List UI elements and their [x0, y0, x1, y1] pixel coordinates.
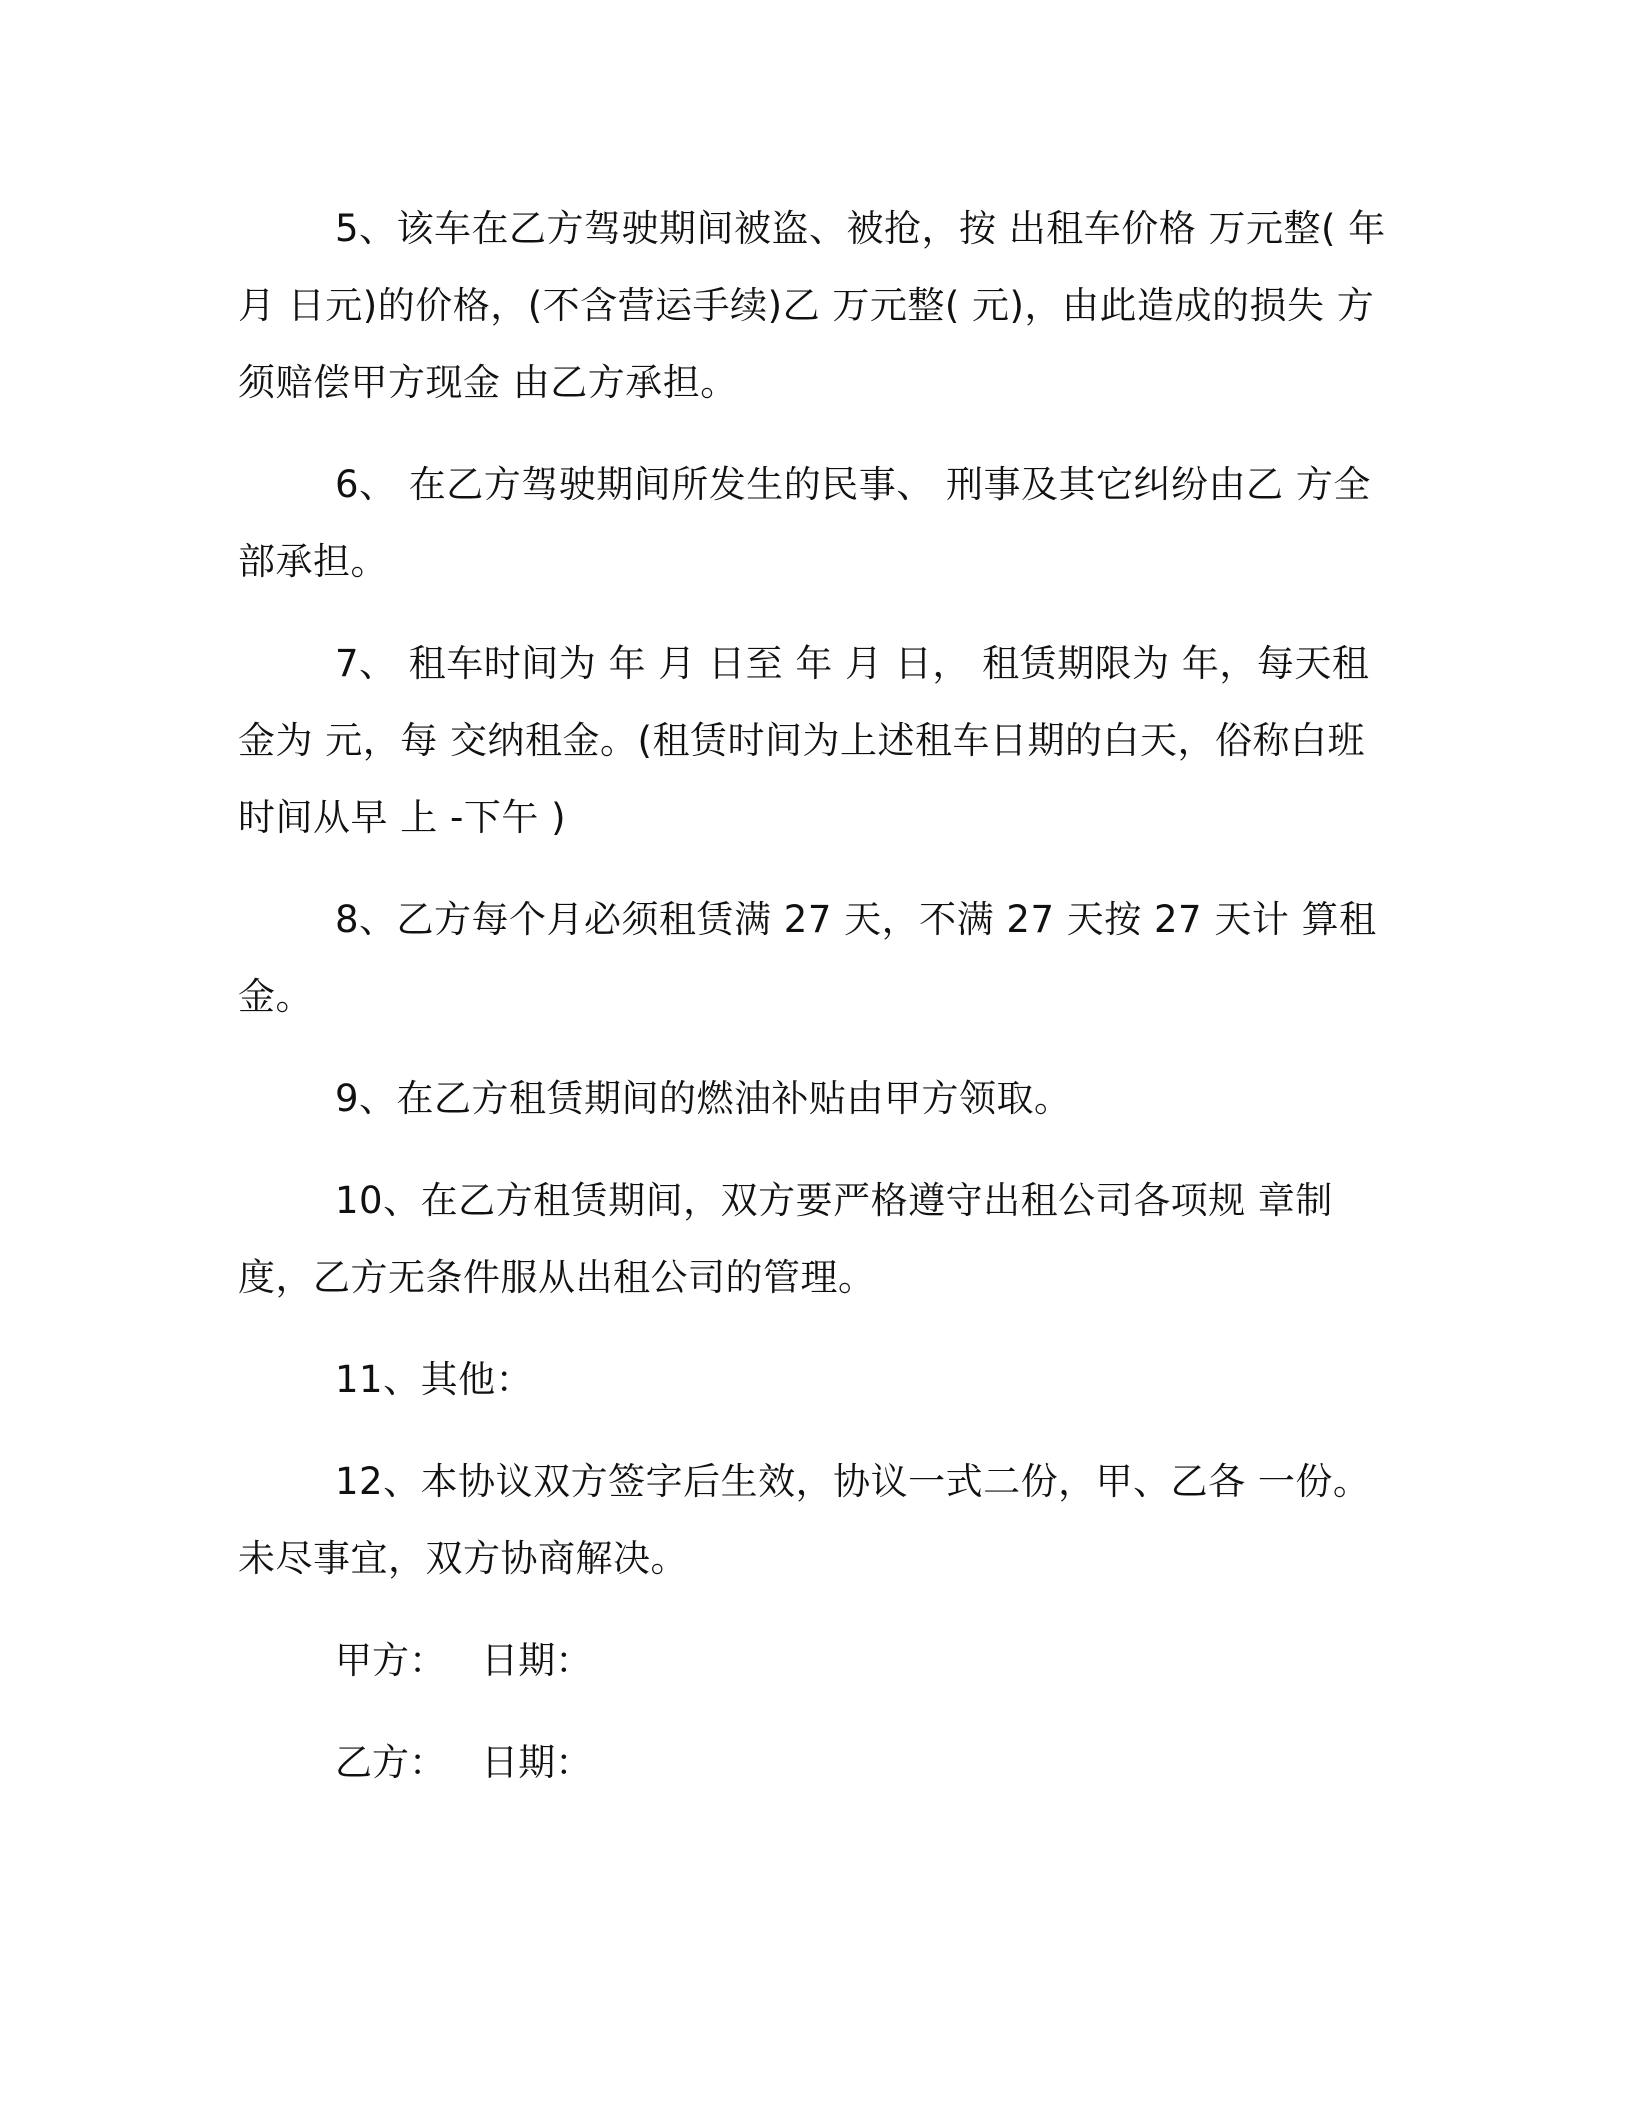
clause-5: 5、该车在乙方驾驶期间被盗、被抢，按 出租车价格 万元整( 年 月 日元)的价格，(不含营运手续)乙 万元整( 元)，由此造成的损失 方须赔偿甲方现金 由乙方承担。	[238, 207, 1399, 404]
document-body	[238, 190, 1398, 1826]
clause-10: 10、在乙方租赁期间，双方要严格遵守出租公司各项规 章制度，乙方无条件服从出租公司的管理。	[238, 1179, 1333, 1299]
clause-9: 9、在乙方租赁期间的燃油补贴由甲方领取。	[335, 1077, 1072, 1120]
signature-party-a: 甲方： 日期：	[335, 1639, 593, 1682]
signature-party-b: 乙方： 日期：	[335, 1741, 593, 1784]
clause-6: 6、 在乙方驾驶期间所发生的民事、 刑事及其它纠纷由乙 方全部承担。	[238, 463, 1371, 583]
clause-8: 8、乙方每个月必须租赁满 27 天，不满 27 天按 27 天计 算租金。	[238, 898, 1377, 1018]
clause-11: 11、其他：	[335, 1358, 534, 1401]
clause-7: 7、 租车时间为 年 月 日至 年 月 日， 租赁期限为 年，每天租金为 元，每 交纳租金。(租赁时间为上述租车日期的白天，俗称白班时间从早 上 -下午 )	[238, 642, 1370, 839]
clause-12: 12、本协议双方签字后生效，协议一式二份，甲、乙各 一份。未尽事宜，双方协商解决。	[238, 1460, 1371, 1580]
